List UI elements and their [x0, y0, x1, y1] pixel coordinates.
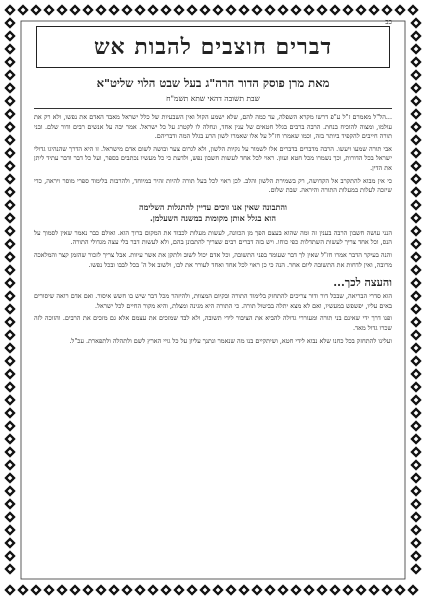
border-ornament — [316, 584, 327, 595]
border-ornament — [160, 584, 171, 595]
border-ornament — [134, 584, 145, 595]
border-ornament — [4, 303, 15, 314]
border-ornament — [410, 420, 421, 431]
border-ornament — [173, 584, 184, 595]
border-ornament — [173, 4, 184, 15]
article — [34, 16, 392, 586]
border-ornament — [277, 4, 288, 15]
border-ornament — [4, 433, 15, 444]
border-ornament — [410, 238, 421, 249]
border-ornament — [410, 511, 421, 522]
border-ornament — [69, 4, 80, 15]
border-ornament — [4, 342, 15, 353]
title-box — [36, 26, 390, 68]
border-ornament — [410, 303, 421, 314]
border-ornament — [4, 550, 15, 561]
border-ornament — [410, 472, 421, 483]
border-ornament — [303, 4, 314, 15]
border-ornament — [410, 212, 421, 223]
paragraph: הוא סדרי הבריאה, שבכל דור ודור צריכים להתחזק בלימוד התורה ובקיום המצוות, ולהיזהר מכל דבר שיש בו חשש איסור. ואם אדם רואה שיסורים באים עליו, יפשפש במעשיו, ואם לא מצא יתלה בביטול תורה. כי התורה היא מגינה ומצלת, והיא מקור החיים לכל ישראל. — [34, 292, 392, 310]
border-ornament — [410, 537, 421, 548]
border-ornament — [4, 394, 15, 405]
border-ornament — [108, 584, 119, 595]
border-ornament — [95, 4, 106, 15]
border-ornament — [30, 584, 41, 595]
border-ornament — [410, 30, 421, 41]
border-ornament — [212, 4, 223, 15]
border-ornament — [82, 4, 93, 15]
border-ornament — [4, 459, 15, 470]
border-ornament — [329, 584, 340, 595]
border-ornament — [4, 485, 15, 496]
border-ornament — [4, 381, 15, 392]
border-ornament — [147, 584, 158, 595]
border-ornament — [410, 433, 421, 444]
border-ornament — [410, 17, 421, 28]
border-ornament — [4, 199, 15, 210]
border-ornament — [4, 147, 15, 158]
border-ornament — [95, 584, 106, 595]
border-ornament — [355, 584, 366, 595]
border-ornament — [290, 584, 301, 595]
border-ornament — [4, 264, 15, 275]
border-ornament — [238, 4, 249, 15]
border-ornament — [4, 407, 15, 418]
border-ornament — [410, 550, 421, 561]
border-ornament — [4, 160, 15, 171]
border-ornament — [381, 584, 392, 595]
border-ornament — [410, 329, 421, 340]
border-ornament — [17, 4, 28, 15]
border-ornament — [410, 485, 421, 496]
border-ornament — [4, 420, 15, 431]
border-ornament — [394, 4, 405, 15]
border-ornament — [4, 108, 15, 119]
border-ornament — [410, 316, 421, 327]
border-ornament — [4, 173, 15, 184]
border-ornament — [410, 563, 421, 574]
border-ornament — [134, 4, 145, 15]
border-ornament — [4, 446, 15, 457]
border-ornament — [410, 134, 421, 145]
border-ornament — [410, 446, 421, 457]
border-ornament — [410, 108, 421, 119]
border-ornament — [410, 199, 421, 210]
author-byline: מאת מרן פוסק הדור הרה"ג בעל שבט הלוי שליט"א — [96, 76, 330, 90]
border-ornament — [410, 381, 421, 392]
border-ornament — [410, 368, 421, 379]
paragraph: ...הל"ל מאמרם ז"ל ע"פ דרשו מקרא השפלה, עד כמה להם, שלא ישמע הקול ואין השבעיות של כלל ישראל מאבד האדם את נפשו, ולא רק את עולמו, ומצוה להוכיח בנחת. הרבה ברבים בגלל חטאים של ענין אחד, ונחלה לו לקטרג על כל ישראל. אמר יבה על אנשים רבים ודור שלם. ובני תורה חייבים להקפיד ביותר בזה, וכמו שאמרו חז"ל על אלו שאמרו לשון הרע בגלל המה ודבריהם. — [34, 113, 392, 141]
border-ornament — [4, 82, 15, 93]
border-ornament — [108, 4, 119, 15]
border-ornament — [69, 584, 80, 595]
border-ornament — [4, 472, 15, 483]
border-ornament — [4, 329, 15, 340]
border-ornament — [410, 43, 421, 54]
border-ornament — [212, 584, 223, 595]
border-ornament — [43, 584, 54, 595]
border-ornament — [277, 584, 288, 595]
border-ornament — [368, 4, 379, 15]
border-ornament — [238, 584, 249, 595]
border-ornament — [147, 4, 158, 15]
page-number: כב — [385, 18, 392, 26]
border-ornament — [410, 498, 421, 509]
border-ornament — [30, 4, 41, 15]
border-ornament — [4, 30, 15, 41]
border-ornament — [251, 4, 262, 15]
border-ornament — [410, 407, 421, 418]
border-ornament — [4, 212, 15, 223]
date-line: שבת תשובה דהאי שתא תשמ"ח — [166, 94, 260, 103]
border-ornament — [186, 584, 197, 595]
border-ornament — [199, 4, 210, 15]
border-ornament — [4, 584, 15, 595]
border-ornament — [410, 95, 421, 106]
border-ornament — [4, 69, 15, 80]
border-ornament — [410, 524, 421, 535]
border-ornament — [407, 584, 418, 595]
paragraph: והנה בעיקר הדבר אמרו חז"ל שאין לך דבר שעומד בפני התשובה, וכל אדם יכול לשוב ולתקן את אשר עיוות. אבל צריך לזכור שהזמן קצר והמלאכה מרובה, ואין לדחות את התשובה ליום אחר. הנה כי כן ראוי לכל אחד ואחד לעורר את לבו, ולשוב אל ה' בכל לבבו ובכל נפשו. — [34, 250, 392, 269]
border-ornament — [160, 4, 171, 15]
border-ornament — [410, 225, 421, 236]
border-ornament — [82, 584, 93, 595]
pull-quote-line: והתבונה שאין אנו זוכים עדיין להתגלות השלימה — [139, 201, 287, 212]
border-ornament — [4, 316, 15, 327]
paragraph: אבי תורה שמעו ויעשו. הרבה מדברים בדברים אלו לשמור על נקיות הלשון, ולא לגרום צער ובושה לשום אדם מישראל. זו היא הדרך שהנהיגו גדולי ישראל בכל הדורות, וכך נשמרו מכל חטא ועוון. ראוי לכל אחד לעשות חשבון נפש, ולדעת כי כל מעשיו נכתבים בספר, ועל כל דבר ודבר עתיד ליתן את הדין. — [34, 144, 392, 172]
border-ornament — [4, 56, 15, 67]
border-ornament — [355, 4, 366, 15]
divider — [34, 108, 392, 109]
border-ornament — [199, 584, 210, 595]
border-ornament — [4, 43, 15, 54]
border-ornament — [4, 277, 15, 288]
section-heading: והעצה לכך... — [333, 276, 392, 290]
border-ornament — [368, 584, 379, 595]
paragraph: ועלינו להתחזק בכל כחנו שלא נבוא לידי חטא, ושיתקיים בנו מה שנאמר ונתנך עליון על כל גויי הארץ לשם ולתהלה ולתפארת. עכ"ל. — [69, 336, 392, 345]
border-ornament — [43, 4, 54, 15]
border-ornament — [4, 238, 15, 249]
paragraph: כי אין מבוא להתקרב אל הקדושה, רק בשמירת הלשון והלב. לכן ראוי לכל בעל תורה להיות זהיר במיוחד, ולהרבות בלימוד ספרי מוסר ויראה, כדי שיזכה לעלות במעלות התורה והיראה. שבת שלום. — [34, 176, 392, 195]
border-ornament — [410, 251, 421, 262]
page-title: דברים חוצבים להבות אש — [93, 34, 333, 60]
border-ornament — [410, 160, 421, 171]
border-ornament — [4, 17, 15, 28]
border-ornament — [186, 4, 197, 15]
border-ornament — [4, 524, 15, 535]
border-ornament — [410, 186, 421, 197]
border-ornament — [264, 4, 275, 15]
border-ornament — [4, 368, 15, 379]
border-ornament — [329, 4, 340, 15]
border-ornament — [4, 563, 15, 574]
border-ornament — [4, 95, 15, 106]
border-ornament — [56, 584, 67, 595]
border-ornament — [4, 4, 15, 15]
border-ornament — [225, 4, 236, 15]
border-ornament — [410, 394, 421, 405]
border-ornament — [290, 4, 301, 15]
border-ornament — [121, 4, 132, 15]
border-ornament — [4, 225, 15, 236]
border-ornament — [4, 537, 15, 548]
border-ornament — [251, 584, 262, 595]
border-ornament — [410, 277, 421, 288]
border-ornament — [4, 511, 15, 522]
border-ornament — [410, 342, 421, 353]
border-ornament — [410, 355, 421, 366]
border-ornament — [264, 584, 275, 595]
border-ornament — [303, 584, 314, 595]
border-ornament — [410, 56, 421, 67]
border-ornament — [17, 584, 28, 595]
border-ornament — [410, 82, 421, 93]
border-ornament — [410, 264, 421, 275]
border-ornament — [4, 498, 15, 509]
border-ornament — [342, 4, 353, 15]
border-ornament — [410, 290, 421, 301]
border-ornament — [410, 173, 421, 184]
border-ornament — [225, 584, 236, 595]
border-ornament — [410, 121, 421, 132]
border-ornament — [381, 4, 392, 15]
border-ornament — [410, 69, 421, 80]
border-ornament — [342, 584, 353, 595]
border-ornament — [410, 459, 421, 470]
border-ornament — [4, 186, 15, 197]
border-ornament — [407, 4, 418, 15]
pull-quote — [34, 202, 392, 224]
border-ornament — [316, 4, 327, 15]
pull-quote-line: הוא בגלל אותן מקומות במשנה השעלמן. — [149, 212, 277, 223]
border-ornament — [4, 121, 15, 132]
border-ornament — [121, 584, 132, 595]
border-ornament — [4, 355, 15, 366]
paragraph: הנני עושה חשבון הרבה בענין זה ומה שהוא בעצם הפך מן הכוונה, לעשות מעלות לכבוד את המקום ברוך הוא. ואולם כבר נאמר שאין לסמוך על הנס, וכל אחד צריך לעשות השתדלות כפי כוחו. ויש בזה דברים רבים שצריך להתבונן בהם, ולא לעשות דבר בלי עצה מגדולי התורה. — [34, 228, 392, 247]
border-ornament — [4, 251, 15, 262]
border-ornament — [4, 290, 15, 301]
paragraph: ופנו דרך ידי שאינם בני תורה ומעוררי גדולה להביא את הציבור לידי תשובה, ולא לבד שמזכים את עצמם אלא גם מזכים את הרבים. והזוכה לזה שכרו גדול מאד. — [34, 314, 392, 332]
border-ornament — [56, 4, 67, 15]
border-ornament — [394, 584, 405, 595]
border-ornament — [410, 147, 421, 158]
border-ornament — [4, 134, 15, 145]
